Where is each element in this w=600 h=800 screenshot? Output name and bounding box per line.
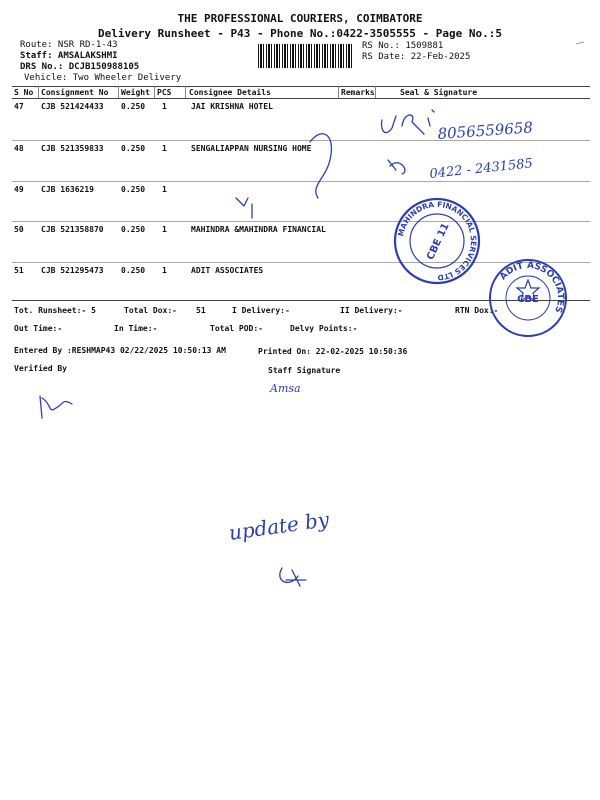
staff-signature-hand: Amsa [270,382,301,395]
rs-number: RS No.: 1509881 [362,41,444,51]
vehicle-text: Vehicle: Two Wheeler Delivery [24,73,182,83]
entered-by: Entered By :RESHMAP43 02/22/2025 10:50:13 AM [14,346,226,355]
row-weight: 0.250 [121,225,146,234]
col-header-consignee: Consignee Details [189,88,271,97]
row-consignee: SENGALIAPPAN NURSING HOME [191,144,312,153]
row-consignment: CJB 521295473 [41,266,104,275]
row47-signature [382,110,534,143]
row-consignee: ADIT ASSOCIATES [191,266,264,275]
total-dox-value: 51 [196,306,206,315]
row-weight: 0.250 [121,144,146,153]
total-pod: Total POD:- [210,324,263,333]
staff-text: Staff: AMSALAKSHMI [20,51,118,61]
staff-signature-label: Staff Signature [268,366,341,375]
col-header-weight: Weight [121,88,150,97]
mahindra-stamp [395,199,479,283]
rtn-dox: RTN Dox:- [455,306,499,315]
row-sno: 50 [14,225,24,234]
bottom-initial [280,568,306,586]
row-pcs: 1 [162,225,167,234]
bottom-note: update by [227,507,331,545]
delvy-points: Delvy Points:- [290,324,358,333]
stray-mark [576,42,584,44]
col-header-seal-signature: Seal & Signature [400,88,478,97]
tot-runsheet: Tot. Runsheet:- 5 [14,306,96,315]
row-sno: 47 [14,102,24,111]
total-dox-label: Total Dox:- [124,306,177,315]
in-time: In Time:- [114,324,158,333]
printed-on: Printed On: 22-02-2025 10:50:36 [258,347,408,356]
row-consignment: CJB 521358870 [41,225,104,234]
verified-by: Verified By [14,364,67,373]
col-header-remarks: Remarks [341,88,375,97]
row-sno: 48 [14,144,24,153]
verified-signature [40,396,72,418]
row-consignment: CJB 1636219 [41,185,94,194]
row-sno: 49 [14,185,24,194]
row47-phone: 8056559658 [437,118,534,143]
row-pcs: 1 [162,144,167,153]
row49-mark [236,198,252,218]
mahindra-stamp-ring: MAHINDRA FINANCIAL SERVICES LTD [396,199,479,283]
row-pcs: 1 [162,266,167,275]
row-weight: 0.250 [121,102,146,111]
row-weight: 0.250 [121,185,146,194]
company-title: THE PROFESSIONAL COURIERS, COIMBATORE [177,12,423,25]
row-pcs: 1 [162,102,167,111]
out-time: Out Time:- [14,324,63,333]
adit-stamp-center: CBE [517,294,539,305]
row-pcs: 1 [162,185,167,194]
i-delivery: I Delivery:- [232,306,290,315]
col-header-sno: S No [14,88,34,97]
row48-phone: 0422 - 2431585 [428,156,534,182]
ii-delivery: II Delivery:- [340,306,403,315]
row-weight: 0.250 [121,266,146,275]
mahindra-stamp-center: CBE 11 [425,221,452,262]
col-header-pcs: PCS [157,88,172,97]
adit-stamp [490,260,566,336]
runsheet-title: Delivery Runsheet - P43 - Phone No.:0422-3505555 - Page No.:5 [98,27,502,40]
row-sno: 51 [14,266,24,275]
row-consignee: MAHINDRA &MAHINDRA FINANCIAL [191,225,326,234]
drs-number: DRS No.: DCJB150988105 [20,62,140,72]
col-header-consignment: Consignment No [41,88,109,97]
adit-stamp-ring: ADIT ASSOCIATES [498,260,566,315]
row-consignment: CJB 521359833 [41,144,104,153]
route-text: Route: NSR RD-1-43 [20,40,118,50]
row48-signature [310,134,533,198]
row-consignee: JAI KRISHNA HOTEL [191,102,273,111]
row-consignment: CJB 521424433 [41,102,104,111]
rs-date: RS Date: 22-Feb-2025 [362,52,471,62]
